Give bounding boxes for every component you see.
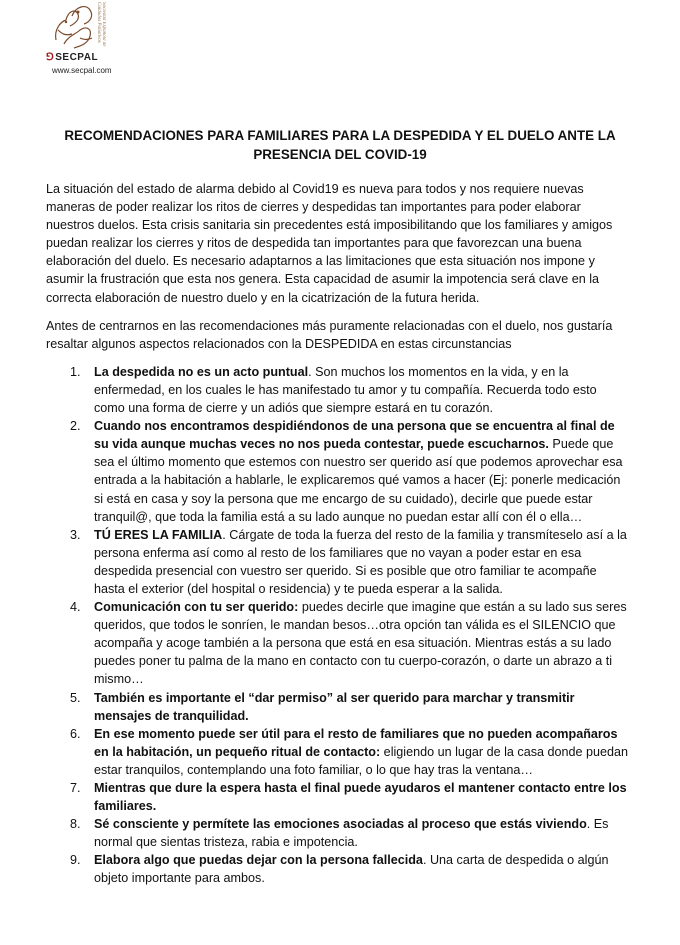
logo-vertical-text: Sociedad Española de Cuidados Paliativos [96,2,106,47]
item-number: 7. [70,781,81,795]
item-number: 8. [70,817,81,832]
title-line-1: RECOMENDACIONES PARA FAMILIARES PARA LA DESPEDIDA Y EL DUELO ANTE LA [64,128,616,143]
list-item [46,779,630,815]
logo-url: www.secpal.com [52,66,112,75]
item-text: . Cárgate de toda la fuerza del resto de la familia y transmíteselo así a la persona enferma así como al resto de los familiares que no vayan a poder estar en esa despedida presencial con vuestro ser querido. Si es posible que otro familiar te acompañe hasta el exterior (del hospital o residencia) y te pueda esperar a la salida. [94,527,627,596]
logo-brand-text: SECPAL [55,52,99,63]
document-body [46,180,630,888]
item-bold-text: TÚ ERES LA FAMILIA [94,527,223,542]
intro-paragraph: La situación del estado de alarma debido al Covid19 es nueva para todos y nos requiere nuevas maneras de poder realizar los ritos de cierres y despedidas tan importantes para poder elaborar nuestros duelos. Esta crisis sanitaria sin precedentes está imposibilitando que los familiares y amigos puedan realizar los cierres y ritos de despedida tan importantes para que favorezcan una buena elaboración del duelo. Es necesario adaptarnos a las limitaciones que esta situación nos impone y asumir la frustración que esta nos genera. Esta capacidad de asumir la impotencia será clave en la correcta elaboración de nuestro duelo y en la cicatrización de la futura herida. [46,182,613,305]
item-bold-text: Cuando nos encontramos despidiéndonos de una persona que se encuentra al final de su vida aunque muchas veces no nos pueda contestar, puede escucharnos. [94,419,615,452]
item-bold-text: La despedida no es un acto puntual [94,364,309,379]
item-number: 2. [70,419,81,434]
document-title [40,126,640,164]
item-bold-text: Sé consciente y permítete las emociones asociadas al proceso que estás viviendo [94,817,587,832]
item-bold-text: Elabora algo que puedas dejar con la persona fallecida [94,853,423,868]
item-bold-text: En ese momento puede ser útil para el resto de familiares que no pueden acompañaros en la habitación, un pequeño ritual de contacto: [94,726,618,759]
item-text: . Son muchos los momentos en la vida, y en la enfermedad, en los cuales le has manifestado tu amor y tu compañía. Recuerda todo esto como una forma de cierre y un adiós que siempre estará en tu corazón. [94,364,597,416]
list-item [46,417,630,526]
item-text: . Es normal que sientas tristeza, rabia e impotencia. [94,817,609,850]
logo-brand [46,52,98,63]
item-bold-text: Comunicación con tu ser querido: [94,600,299,615]
list-item [46,725,630,779]
secpal-logo [46,0,126,82]
item-number: 5. [70,690,81,705]
item-number: 1. [70,364,81,379]
list-item [46,689,630,725]
hands-logo-icon [50,0,98,52]
secpal-mark-icon: ⅁ [46,52,55,63]
list-item [46,598,630,688]
item-number: 6. [70,726,81,741]
item-bold-text: También es importante el “dar permiso” al ser querido para marchar y transmitir mensajes de tranquilidad. [94,690,575,723]
list-item [46,363,630,417]
item-number: 4. [70,600,81,615]
item-text: . Una carta de despedida o algún objeto importante para ambos. [94,853,609,886]
item-number: 3. [70,527,81,542]
item-text: puedes decirle que imagine que están a su lado sus seres queridos, que todos le sonríen, le mandan besos…otra opción tan válida es el SILENCIO que acompaña y acoge también a la persona que está en esa situación. Mientras estás a su lado puedes poner tu palma de la mano en contacto con tu cuerpo-corazón, o darte un abrazo a ti mismo… [94,600,627,687]
item-bold-text: Mientras que dure la espera hasta el final puede ayudaros el mantener contacto entre los familiares. [94,781,627,814]
list-item [46,815,630,851]
item-text: eligiendo un lugar de la casa donde puedan estar tranquilos, contemplando una foto familiar, o lo que hay tras la ventana… [94,744,629,777]
list-item [46,851,630,887]
item-text: Puede que sea el último momento que estemos con nuestro ser querido así que podemos aprovechar esa entrada a la habitación a hablarle, le explicaremos qué vamos a hacer (Ej: ponerle medicación si está en casa y soy la persona que me encargo de su cuidado), decirle que puede estar tranquil@, que toda la familia está a su lado aunque no puedan estar allí con él o ella… [94,437,623,524]
recommendations-list [46,363,630,888]
item-number: 9. [70,853,81,868]
second-paragraph: Antes de centrarnos en las recomendaciones más puramente relacionadas con el duelo, nos gustaría resaltar algunos aspectos relacionados con la DESPEDIDA en estas circunstancias [46,318,613,351]
list-item [46,526,630,598]
title-line-2: PRESENCIA DEL COVID-19 [253,147,427,162]
